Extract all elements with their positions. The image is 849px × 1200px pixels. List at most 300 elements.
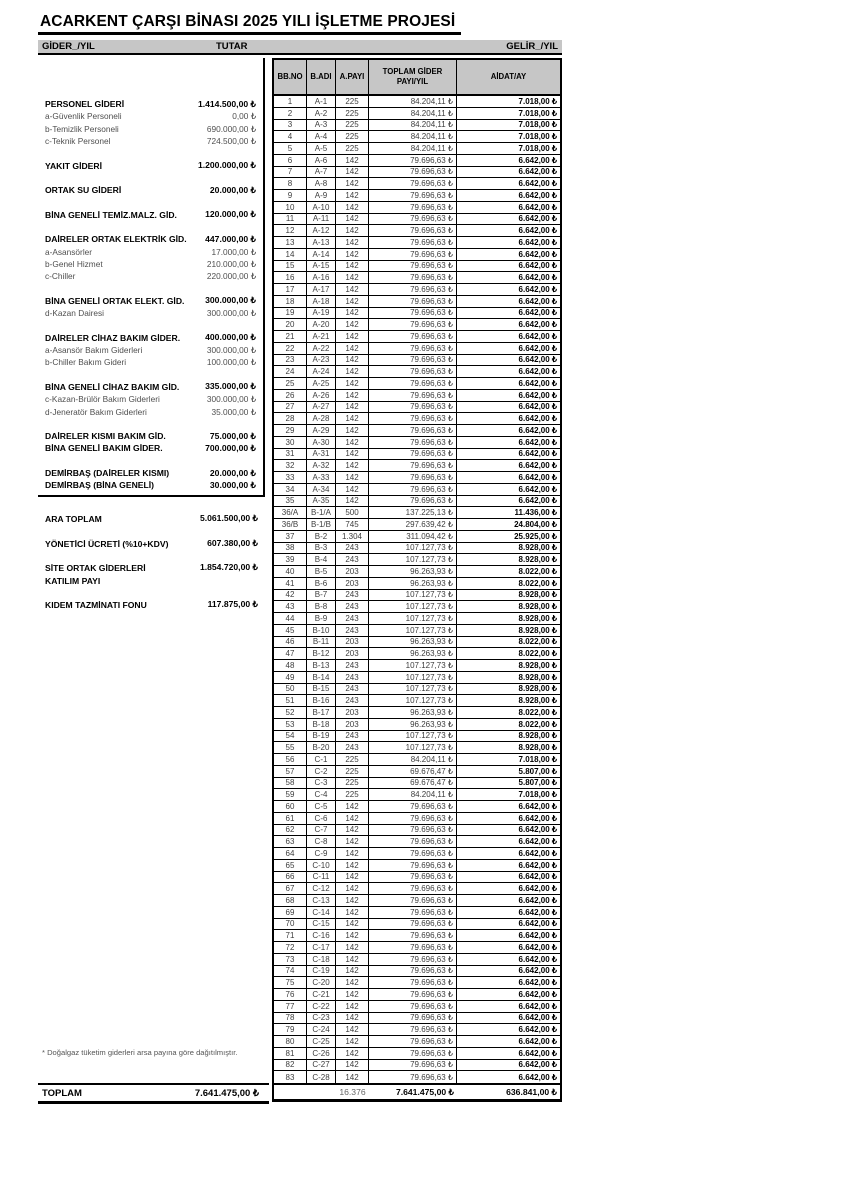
expense-item-amount: 690.000,00 ₺ — [206, 123, 256, 134]
expense-item-amount: 300.000,00 ₺ — [206, 345, 256, 356]
expense-item-amount: 447.000,00 ₺ — [205, 233, 256, 244]
table-row — [274, 930, 560, 942]
cell-toplam-gider: 79.696,63 ₺ — [369, 966, 457, 977]
table-row — [274, 1048, 560, 1060]
cell-toplam-gider: 79.696,63 ₺ — [369, 801, 457, 812]
income-table — [272, 58, 562, 1102]
cell-badi: C-4 — [307, 789, 336, 800]
cell-badi: A-11 — [307, 214, 336, 225]
cell-apayi: 142 — [336, 343, 369, 354]
cell-bbno: 6 — [274, 155, 307, 166]
cell-badi: A-31 — [307, 449, 336, 460]
cell-aidat: 6.642,00 ₺ — [518, 437, 557, 447]
cell-apayi: 142 — [336, 1048, 369, 1059]
cell-aidat: 6.642,00 ₺ — [518, 954, 557, 964]
cell-bbno: 17 — [274, 284, 307, 295]
table-row — [274, 108, 560, 120]
cell-badi: C-3 — [307, 778, 336, 789]
cell-badi: C-22 — [307, 1001, 336, 1012]
cell-badi: A-2 — [307, 108, 336, 119]
cell-aidat: 6.642,00 ₺ — [518, 837, 557, 847]
cell-apayi: 745 — [336, 519, 369, 530]
cell-badi: A-8 — [307, 178, 336, 189]
cell-badi: A-35 — [307, 496, 336, 507]
cell-apayi: 142 — [336, 366, 369, 377]
cell-toplam-gider: 79.696,63 ₺ — [369, 848, 457, 859]
cell-badi: A-32 — [307, 460, 336, 471]
table-row — [274, 754, 560, 766]
cell-bbno: 77 — [274, 1001, 307, 1012]
cell-aidat: 6.642,00 ₺ — [518, 472, 557, 482]
cell-toplam-gider: 79.696,63 ₺ — [369, 1013, 457, 1024]
cell-bbno: 58 — [274, 778, 307, 789]
cell-apayi: 243 — [336, 672, 369, 683]
expense-item-label: DEMİRBAŞ (DAİRELER KISMI) — [45, 468, 170, 479]
cell-aidat: 6.642,00 ₺ — [518, 484, 557, 494]
cell-aidat: 6.642,00 ₺ — [518, 237, 557, 247]
cell-apayi: 142 — [336, 801, 369, 812]
expense-item-label: PERSONEL GİDERİ — [45, 99, 125, 110]
cell-bbno: 11 — [274, 214, 307, 225]
table-row — [274, 519, 560, 531]
expense-item — [38, 356, 263, 368]
cell-toplam-gider: 79.696,63 ₺ — [369, 366, 457, 377]
table-row — [274, 566, 560, 578]
cell-badi: B-1/B — [307, 519, 336, 530]
cell-apayi: 243 — [336, 590, 369, 601]
cell-badi: C-20 — [307, 977, 336, 988]
expense-item-amount: 1.200.000,00 ₺ — [197, 160, 256, 171]
cell-aidat: 7.018,00 ₺ — [518, 132, 557, 142]
cell-badi: A-27 — [307, 402, 336, 413]
table-row — [274, 143, 560, 155]
table-row — [274, 425, 560, 437]
cell-bbno: 59 — [274, 789, 307, 800]
table-row — [274, 742, 560, 754]
cell-bbno: 38 — [274, 543, 307, 554]
cell-badi: C-28 — [307, 1071, 336, 1083]
expense-item-label: d-Jeneratör Bakım Giderleri — [45, 406, 147, 417]
cell-apayi: 142 — [336, 155, 369, 166]
cell-bbno: 4 — [274, 131, 307, 142]
cell-toplam-gider: 79.696,63 ₺ — [369, 190, 457, 201]
cell-aidat: 5.807,00 ₺ — [518, 778, 557, 788]
cell-toplam-gider: 79.696,63 ₺ — [369, 1001, 457, 1012]
cell-badi: C-18 — [307, 954, 336, 965]
cell-toplam-gider: 107.127,73 ₺ — [369, 601, 457, 612]
cell-bbno: 56 — [274, 754, 307, 765]
expense-item-label: d-Kazan Dairesi — [45, 308, 105, 319]
cell-toplam-gider: 107.127,73 ₺ — [369, 695, 457, 706]
cell-toplam-gider: 79.696,63 ₺ — [369, 425, 457, 436]
cell-apayi: 142 — [336, 178, 369, 189]
table-row — [274, 989, 560, 1001]
cell-aidat: 8.022,00 ₺ — [518, 707, 557, 717]
expense-item — [38, 393, 263, 405]
cell-apayi: 142 — [336, 331, 369, 342]
expense-item-label: c-Kazan-Brülör Bakım Giderleri — [45, 394, 160, 405]
cell-apayi: 203 — [336, 719, 369, 730]
cell-toplam-gider: 79.696,63 ₺ — [369, 249, 457, 260]
cell-toplam-gider: 79.696,63 ₺ — [369, 460, 457, 471]
cell-bbno: 32 — [274, 460, 307, 471]
cell-badi: A-5 — [307, 143, 336, 154]
expense-item-amount: 300.000,00 ₺ — [206, 308, 256, 319]
table-row — [274, 648, 560, 660]
table-row — [274, 449, 560, 461]
table-row — [274, 1060, 560, 1072]
cell-apayi: 142 — [336, 272, 369, 283]
cell-toplam-gider: 79.696,63 ₺ — [369, 1036, 457, 1047]
cell-apayi: 1.304 — [336, 531, 369, 542]
cell-toplam-gider: 79.696,63 ₺ — [369, 907, 457, 918]
cell-aidat: 6.642,00 ₺ — [518, 414, 557, 424]
table-row — [274, 825, 560, 837]
expense-item-label: b-Temizlik Personeli — [45, 123, 119, 134]
expense-item-label: DAİRELER CİHAZ BAKIM GİDER. — [45, 332, 181, 343]
cell-bbno: 36/B — [274, 519, 307, 530]
expense-item-amount: 724.500,00 ₺ — [206, 136, 256, 147]
cell-bbno: 76 — [274, 989, 307, 1000]
cell-apayi: 225 — [336, 108, 369, 119]
expense-item — [38, 467, 263, 479]
grand-total-label: TOPLAM — [42, 1087, 82, 1099]
cell-apayi: 142 — [336, 825, 369, 836]
cell-bbno: 71 — [274, 930, 307, 941]
cell-aidat: 6.642,00 ₺ — [518, 848, 557, 858]
cell-apayi: 142 — [336, 966, 369, 977]
table-row — [274, 707, 560, 719]
cell-aidat: 8.928,00 ₺ — [518, 590, 557, 600]
cell-aidat: 8.928,00 ₺ — [518, 555, 557, 565]
expense-item-amount: 335.000,00 ₺ — [205, 381, 256, 392]
table-row — [274, 966, 560, 978]
cell-badi: B-20 — [307, 742, 336, 753]
cell-aidat: 6.642,00 ₺ — [518, 284, 557, 294]
cell-aidat: 8.928,00 ₺ — [518, 696, 557, 706]
cell-aidat: 6.642,00 ₺ — [518, 331, 557, 341]
cell-toplam-gider: 79.696,63 ₺ — [369, 860, 457, 871]
cell-aidat: 6.642,00 ₺ — [518, 402, 557, 412]
cell-apayi: 142 — [336, 425, 369, 436]
cell-aidat: 7.018,00 ₺ — [518, 108, 557, 118]
table-row — [274, 801, 560, 813]
table-row — [274, 1071, 560, 1083]
cell-badi: A-10 — [307, 202, 336, 213]
table-row — [274, 543, 560, 555]
cell-bbno: 48 — [274, 660, 307, 671]
cell-aidat: 6.642,00 ₺ — [518, 214, 557, 224]
cell-toplam-gider: 79.696,63 ₺ — [369, 1048, 457, 1059]
expense-item-label: b-Chiller Bakım Gideri — [45, 357, 127, 368]
cell-aidat: 8.928,00 ₺ — [518, 625, 557, 635]
cell-apayi: 142 — [336, 813, 369, 824]
grand-total-amount: 7.641.475,00 ₺ — [194, 1087, 259, 1099]
cell-apayi: 142 — [336, 449, 369, 460]
table-row — [274, 895, 560, 907]
cell-badi: A-34 — [307, 484, 336, 495]
expense-item-label: DAİRELER ORTAK ELEKTRİK GİD. — [45, 234, 187, 245]
cell-toplam-gider: 79.696,63 ₺ — [369, 355, 457, 366]
expense-list — [38, 98, 263, 492]
expense-item-amount: 400.000,00 ₺ — [205, 332, 256, 343]
cell-badi: C-1 — [307, 754, 336, 765]
cell-badi: A-16 — [307, 272, 336, 283]
expense-item-amount: 700.000,00 ₺ — [205, 442, 256, 453]
cell-aidat: 6.642,00 ₺ — [518, 308, 557, 318]
cell-bbno: 16 — [274, 272, 307, 283]
table-row — [274, 437, 560, 449]
cell-toplam-gider: 79.696,63 ₺ — [369, 413, 457, 424]
cell-apayi: 142 — [336, 977, 369, 988]
cell-aidat: 8.022,00 ₺ — [518, 566, 557, 576]
cell-toplam-gider: 69.676,47 ₺ — [369, 778, 457, 789]
cell-aidat: 6.642,00 ₺ — [518, 496, 557, 506]
cell-bbno: 21 — [274, 331, 307, 342]
cell-aidat: 6.642,00 ₺ — [518, 355, 557, 365]
cell-badi: A-22 — [307, 343, 336, 354]
cell-bbno: 50 — [274, 684, 307, 695]
cell-apayi: 142 — [336, 261, 369, 272]
cell-apayi: 142 — [336, 989, 369, 1000]
cell-bbno: 70 — [274, 919, 307, 930]
cell-badi: A-23 — [307, 355, 336, 366]
expense-gap — [38, 455, 263, 467]
table-row — [274, 460, 560, 472]
cell-toplam-gider: 107.127,73 ₺ — [369, 613, 457, 624]
cell-bbno: 7 — [274, 167, 307, 178]
cell-bbno: 9 — [274, 190, 307, 201]
cell-bbno: 45 — [274, 625, 307, 636]
cell-bbno: 54 — [274, 731, 307, 742]
cell-bbno: 24 — [274, 366, 307, 377]
expense-item — [38, 184, 263, 196]
cell-toplam-gider: 79.696,63 ₺ — [369, 402, 457, 413]
table-row — [274, 590, 560, 602]
cell-apayi: 243 — [336, 695, 369, 706]
table-row — [274, 155, 560, 167]
cell-apayi: 225 — [336, 96, 369, 107]
cell-toplam-gider: 79.696,63 ₺ — [369, 261, 457, 272]
table-row — [274, 731, 560, 743]
cell-apayi: 500 — [336, 507, 369, 518]
expense-item-amount: 220.000,00 ₺ — [206, 271, 256, 282]
cell-apayi: 142 — [336, 1036, 369, 1047]
col-header-badi: B.ADI — [307, 60, 336, 94]
cell-badi: C-26 — [307, 1048, 336, 1059]
table-row — [274, 695, 560, 707]
cell-apayi: 142 — [336, 378, 369, 389]
expense-item-amount: 210.000,00 ₺ — [206, 259, 256, 269]
cell-apayi: 142 — [336, 848, 369, 859]
summary-item — [38, 599, 265, 611]
expense-item-label: BİNA GENELİ CİHAZ BAKIM GİD. — [45, 381, 180, 392]
cell-aidat: 8.928,00 ₺ — [518, 743, 557, 753]
cell-apayi: 225 — [336, 754, 369, 765]
table-row — [274, 237, 560, 249]
cell-bbno: 13 — [274, 237, 307, 248]
expense-item-amount: 30.000,00 ₺ — [209, 479, 256, 490]
cell-bbno: 52 — [274, 707, 307, 718]
cell-bbno: 49 — [274, 672, 307, 683]
expense-item-label: YAKIT GİDERİ — [45, 160, 102, 171]
cell-apayi: 142 — [336, 190, 369, 201]
table-row — [274, 178, 560, 190]
table-row — [274, 554, 560, 566]
table-row — [274, 402, 560, 414]
table-row — [274, 484, 560, 496]
income-table-body — [274, 96, 560, 1083]
total-apayi: 16.376 — [339, 1087, 366, 1097]
cell-badi: B-2 — [307, 531, 336, 542]
cell-apayi: 243 — [336, 554, 369, 565]
cell-aidat: 8.928,00 ₺ — [518, 672, 557, 682]
cell-badi: A-33 — [307, 472, 336, 483]
cell-badi: B-19 — [307, 731, 336, 742]
expense-gap — [38, 319, 263, 331]
table-row — [274, 413, 560, 425]
cell-badi: B-3 — [307, 543, 336, 554]
cell-toplam-gider: 79.696,63 ₺ — [369, 813, 457, 824]
cell-bbno: 28 — [274, 413, 307, 424]
cell-badi: B-17 — [307, 707, 336, 718]
cell-apayi: 243 — [336, 625, 369, 636]
col-header-apayi: A.PAYI — [336, 60, 369, 94]
table-row — [274, 813, 560, 825]
expense-item-label: c-Chiller — [45, 271, 76, 282]
cell-bbno: 33 — [274, 472, 307, 483]
summary-section — [38, 513, 265, 624]
table-row — [274, 613, 560, 625]
cell-aidat: 6.642,00 ₺ — [518, 931, 557, 941]
table-row — [274, 942, 560, 954]
table-row — [274, 225, 560, 237]
cell-aidat: 6.642,00 ₺ — [518, 919, 557, 929]
cell-aidat: 6.642,00 ₺ — [518, 1060, 557, 1070]
cell-toplam-gider: 107.127,73 ₺ — [369, 672, 457, 683]
page-title: ACARKENT ÇARŞI BİNASI 2025 YILI İŞLETME PROJESİ — [38, 13, 461, 35]
expense-item-amount: 300.000,00 ₺ — [205, 295, 256, 306]
table-row — [274, 860, 560, 872]
cell-aidat: 7.018,00 ₺ — [518, 143, 557, 153]
cell-badi: C-27 — [307, 1060, 336, 1071]
table-row — [274, 919, 560, 931]
cell-bbno: 80 — [274, 1036, 307, 1047]
cell-badi: A-19 — [307, 308, 336, 319]
table-row — [274, 308, 560, 320]
expense-item — [38, 258, 263, 270]
cell-bbno: 73 — [274, 954, 307, 965]
cell-aidat: 6.642,00 ₺ — [518, 155, 557, 165]
table-row — [274, 848, 560, 860]
expense-gap — [38, 147, 263, 159]
cell-aidat: 8.022,00 ₺ — [518, 649, 557, 659]
cell-badi: C-24 — [307, 1024, 336, 1035]
cell-bbno: 8 — [274, 178, 307, 189]
expense-item-amount: 17.000,00 ₺ — [211, 246, 256, 257]
expense-item-amount: 75.000,00 ₺ — [209, 430, 256, 441]
cell-bbno: 12 — [274, 225, 307, 236]
cell-toplam-gider: 96.263,93 ₺ — [369, 719, 457, 730]
cell-apayi: 142 — [336, 484, 369, 495]
cell-bbno: 61 — [274, 813, 307, 824]
cell-badi: C-21 — [307, 989, 336, 1000]
cell-aidat: 8.928,00 ₺ — [518, 613, 557, 623]
cell-toplam-gider: 79.696,63 ₺ — [369, 202, 457, 213]
cell-toplam-gider: 79.696,63 ₺ — [369, 1071, 457, 1083]
cell-bbno: 57 — [274, 766, 307, 777]
summary-item-label: SİTE ORTAK GİDERLERİ KATILIM PAYI — [45, 563, 146, 586]
cell-aidat: 6.642,00 ₺ — [518, 367, 557, 377]
cell-badi: A-21 — [307, 331, 336, 342]
cell-toplam-gider: 69.676,47 ₺ — [369, 766, 457, 777]
table-row — [274, 531, 560, 543]
table-row — [274, 96, 560, 108]
cell-apayi: 142 — [336, 942, 369, 953]
cell-bbno: 27 — [274, 402, 307, 413]
cell-apayi: 142 — [336, 930, 369, 941]
cell-aidat: 6.642,00 ₺ — [518, 1001, 557, 1011]
table-row — [274, 672, 560, 684]
cell-aidat: 6.642,00 ₺ — [518, 320, 557, 330]
cell-badi: C-7 — [307, 825, 336, 836]
cell-toplam-gider: 84.204,11 ₺ — [369, 120, 457, 131]
expense-item — [38, 123, 263, 135]
cell-aidat: 6.642,00 ₺ — [518, 296, 557, 306]
cell-toplam-gider: 79.696,63 ₺ — [369, 284, 457, 295]
cell-badi: A-29 — [307, 425, 336, 436]
cell-bbno: 66 — [274, 872, 307, 883]
cell-apayi: 142 — [336, 284, 369, 295]
table-row — [274, 907, 560, 919]
cell-badi: B-12 — [307, 648, 336, 659]
cell-aidat: 6.642,00 ₺ — [518, 261, 557, 271]
expense-gap — [38, 196, 263, 208]
cell-bbno: 65 — [274, 860, 307, 871]
expense-item-amount: 100.000,00 ₺ — [206, 357, 256, 368]
expense-item-label: a-Asansörler — [45, 246, 93, 257]
cell-toplam-gider: 107.127,73 ₺ — [369, 625, 457, 636]
cell-bbno: 18 — [274, 296, 307, 307]
cell-badi: C-10 — [307, 860, 336, 871]
table-row — [274, 1036, 560, 1048]
cell-apayi: 142 — [336, 872, 369, 883]
expense-gap — [38, 369, 263, 381]
summary-item-amount: 607.380,00 ₺ — [207, 537, 258, 548]
cell-apayi: 142 — [336, 895, 369, 906]
cell-apayi: 142 — [336, 390, 369, 401]
expense-item — [38, 233, 263, 245]
cell-badi: B-10 — [307, 625, 336, 636]
expense-item — [38, 307, 263, 319]
cell-badi: C-25 — [307, 1036, 336, 1047]
cell-bbno: 68 — [274, 895, 307, 906]
table-row — [274, 507, 560, 519]
table-row — [274, 977, 560, 989]
table-row — [274, 319, 560, 331]
cell-bbno: 72 — [274, 942, 307, 953]
table-row — [274, 766, 560, 778]
cell-toplam-gider: 79.696,63 ₺ — [369, 883, 457, 894]
cell-toplam-gider: 84.204,11 ₺ — [369, 789, 457, 800]
cell-toplam-gider: 79.696,63 ₺ — [369, 437, 457, 448]
expense-item — [38, 332, 263, 344]
cell-aidat: 7.018,00 ₺ — [518, 120, 557, 130]
cell-apayi: 142 — [336, 1071, 369, 1083]
cell-toplam-gider: 311.094,42 ₺ — [369, 531, 457, 542]
cell-badi: A-15 — [307, 261, 336, 272]
cell-aidat: 6.642,00 ₺ — [518, 167, 557, 177]
